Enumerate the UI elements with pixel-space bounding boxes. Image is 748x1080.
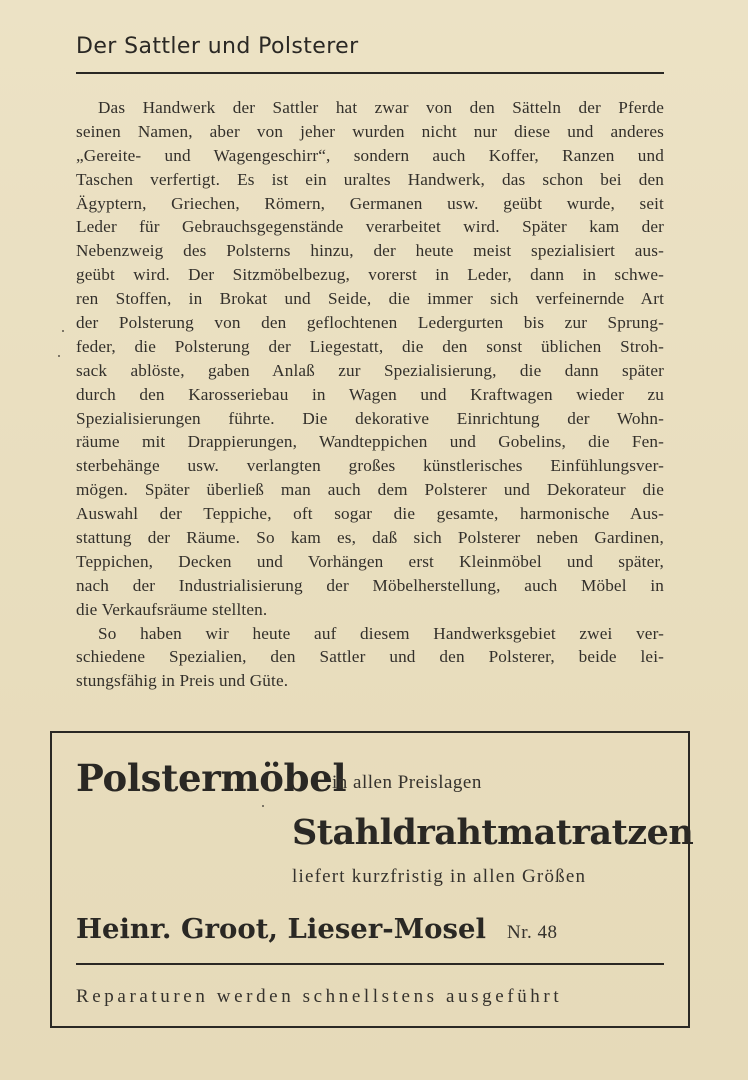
article-line: seinen Namen, aber von jeher wurden nicht nur diese und anderes <box>76 121 664 141</box>
ad-border-top <box>50 731 690 733</box>
article-line: Teppichen, Decken und Vorhängen erst Kleinmöbel und später, <box>76 551 664 571</box>
article-line: Auswahl der Teppiche, oft sogar die gesamte, harmonische Aus- <box>76 504 664 524</box>
article-line: sack ablöste, gaben Anlaß zur Spezialisierung, die dann später <box>76 360 664 380</box>
ad-product-tagline: liefert kurzfristig in allen Größen <box>292 866 587 887</box>
article-line: Nebenzweig des Polsterns hinzu, der heute meist spezialisiert aus- <box>76 241 664 261</box>
article-line: Ägyptern, Griechen, Römern, Germanen usw. geübt wurde, seit <box>76 193 664 213</box>
ad-border-bottom <box>50 1026 690 1028</box>
print-speck <box>262 805 264 807</box>
ad-footer-note: Reparaturen werden schnellstens ausgeführt <box>76 986 563 1007</box>
article-line: So haben wir heute auf diesem Handwerksgebiet zwei ver- <box>98 623 664 643</box>
article-line: Das Handwerk der Sattler hat zwar von den Sätteln der Pferde <box>98 98 664 117</box>
ad-divider <box>76 963 664 965</box>
article-line: Taschen verfertigt. Es ist ein uraltes Handwerk, das schon bei den <box>76 169 664 189</box>
ad-number: Nr. 48 <box>507 922 558 943</box>
ad-border-left <box>50 731 52 1028</box>
article-line: die Verkaufsräume stellten. <box>76 599 268 619</box>
article-line: mögen. Später überließ man auch dem Polsterer und Dekorateur die <box>76 480 664 500</box>
title-rule <box>76 72 664 74</box>
article-line: schiedene Spezialien, den Sattler und den Polsterer, beide lei- <box>76 647 664 667</box>
ad-product-name: Stahldrahtmatratzen <box>292 812 694 853</box>
ad-brand-name: Polstermöbel <box>76 756 347 800</box>
ad-border-right <box>688 731 690 1028</box>
article-line: ren Stoffen, in Brokat und Seide, die immer sich verfeinernde Art <box>76 289 664 309</box>
article-line: stungsfähig in Preis und Güte. <box>76 671 289 691</box>
article-line: durch den Karosseriebau in Wagen und Kraftwagen wieder zu <box>76 384 664 404</box>
print-speck <box>58 355 60 357</box>
page-title: Der Sattler und Polsterer <box>76 34 359 59</box>
ad-brand-tagline: in allen Preislagen <box>332 772 482 793</box>
article-line: räume mit Drappierungen, Wandteppichen und Gobelins, die Fen- <box>76 432 664 452</box>
article-line: stattung der Räume. So kam es, daß sich Polsterer neben Gardinen, <box>76 528 664 548</box>
ad-company-name: Heinr. Groot, Lieser-Mosel <box>76 913 486 945</box>
article-line: feder, die Polsterung der Liegestatt, die den sonst üblichen Stroh- <box>76 336 664 356</box>
article-line: nach der Industrialisierung der Möbelherstellung, auch Möbel in <box>76 575 664 595</box>
article-line: Leder für Gebrauchsgegenstände verarbeitet wird. Später kam der <box>76 217 664 237</box>
print-speck <box>62 330 64 332</box>
article-line: geübt wird. Der Sitzmöbelbezug, vorerst in Leder, dann in schwe- <box>76 265 664 285</box>
article-line: der Polsterung von den geflochtenen Ledergurten bis zur Sprung- <box>76 313 664 333</box>
article-line: „Gereite- und Wagengeschirr“, sondern auch Koffer, Ranzen und <box>76 145 664 165</box>
article-line: sterbehänge usw. verlangten großes künstlerisches Einfühlungsver- <box>76 456 664 476</box>
article-line: Spezialisierungen führte. Die dekorative Einrichtung der Wohn- <box>76 408 664 428</box>
article-body <box>76 96 664 693</box>
